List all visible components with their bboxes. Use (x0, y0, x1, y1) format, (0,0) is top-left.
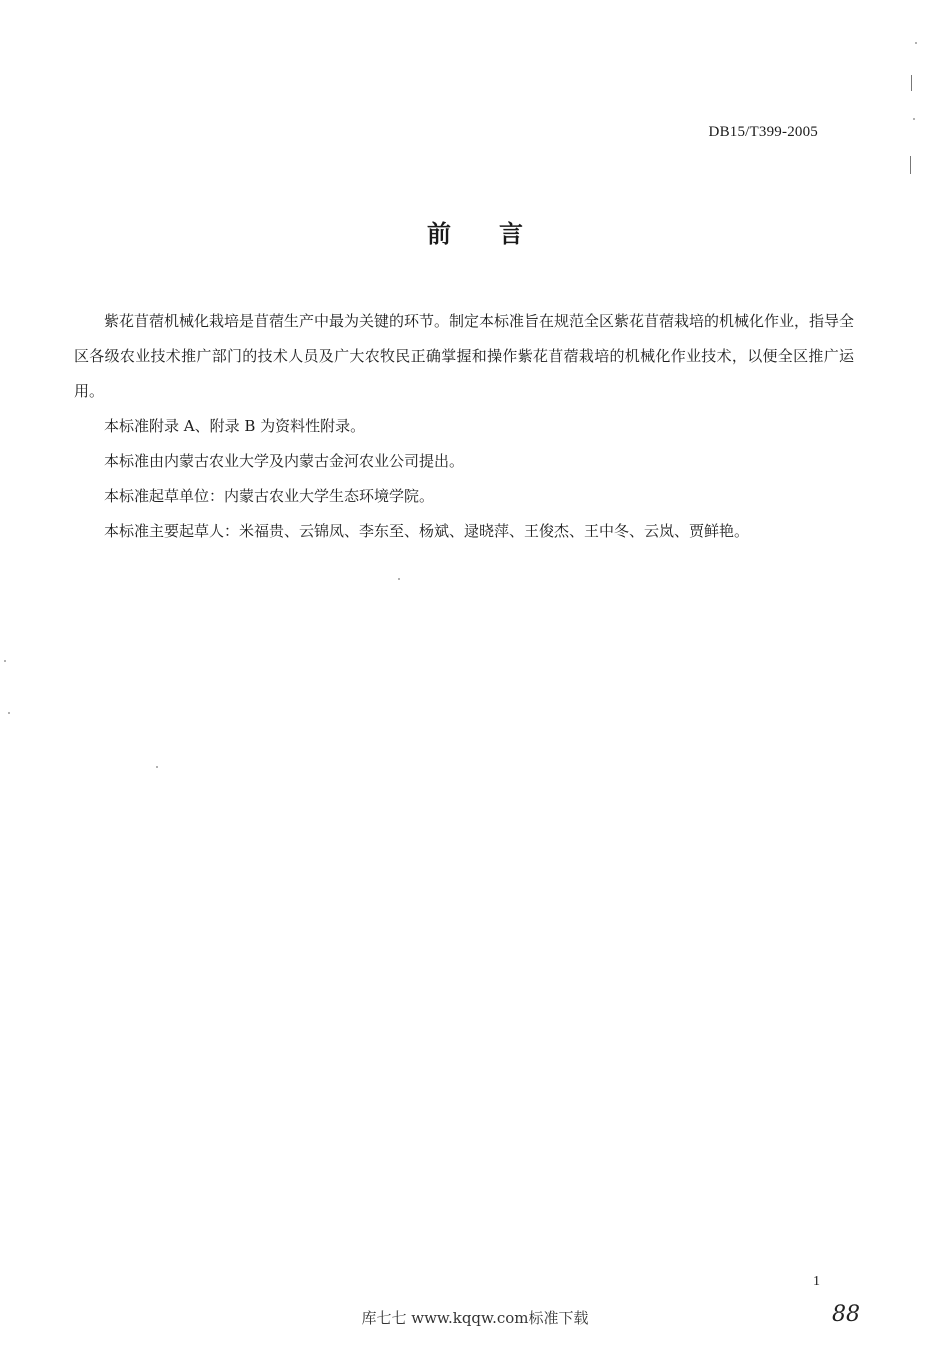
paragraph-drafters: 本标准主要起草人：米福贵、云锦凤、李东至、杨斌、逯晓萍、王俊杰、王中冬、云岚、贾鲜艳。 (104, 522, 750, 540)
scan-artifact-dot (915, 42, 917, 44)
paragraph-drafting-unit: 本标准起草单位：内蒙古农业大学生态环境学院。 (104, 487, 435, 505)
handwritten-page-number: 88 (832, 1302, 860, 1327)
paragraph-intro: 紫花苜蓿机械化栽培是苜蓿生产中最为关键的环节。制定本标准旨在规范全区紫花苜蓿栽培的机械化作业，指导全区各级农业技术推广部门的技术人员及广大农牧民正确掌握和操作紫花苜蓿栽培的机械化作业技术，以便全区推广运用。 (74, 312, 855, 400)
scan-artifact-line (911, 75, 912, 91)
scan-artifact-dot (4, 660, 6, 662)
scan-artifact-dot (8, 712, 10, 714)
paragraph-proposer: 本标准由内蒙古农业大学及内蒙古金河农业公司提出。 (104, 452, 465, 470)
page-title: 前言 (427, 220, 571, 248)
standard-code: DB15/T399-2005 (708, 124, 818, 140)
scan-artifact-dot (156, 766, 158, 768)
scan-artifact-dot (398, 578, 400, 580)
scan-artifact-dot (913, 118, 915, 120)
page-number: 1 (813, 1274, 820, 1289)
foreword-body (74, 304, 854, 549)
footer-watermark: 库七七 www.kqqw.com标准下载 (361, 1309, 589, 1327)
paragraph-appendix: 本标准附录 A、附录 B 为资料性附录。 (104, 417, 366, 435)
scan-artifact-line (910, 156, 911, 174)
